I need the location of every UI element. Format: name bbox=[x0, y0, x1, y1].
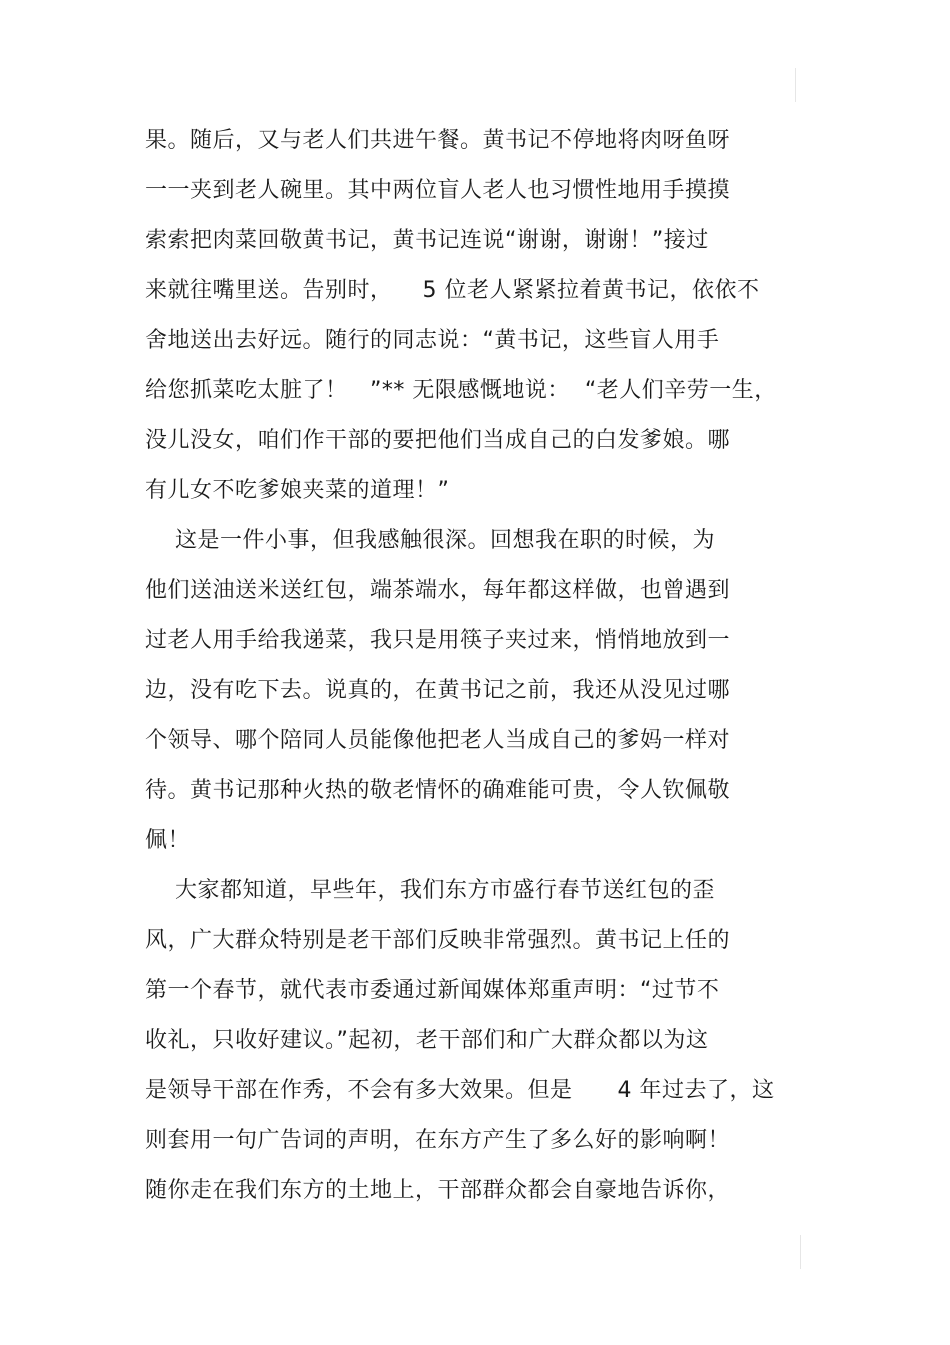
text-line: 佩！ bbox=[145, 828, 191, 853]
text-line: 这是一件小事，但我感触很深。回想我在职的时候，为 bbox=[145, 528, 715, 553]
text-line: 果。随后，又与老人们共进午餐。黄书记不停地将肉呀鱼呀 bbox=[145, 128, 731, 153]
text-line: 一一夹到老人碗里。其中两位盲人老人也习惯性地用手摸摸 bbox=[145, 178, 731, 203]
text-line: 索索把肉菜回敬黄书记，黄书记连说“谢谢，谢谢！”接过 bbox=[145, 228, 709, 253]
text-line: 有儿女不吃爹娘夹菜的道理！” bbox=[145, 478, 450, 503]
text-line: 是领导干部在作秀，不会有多大效果。但是 4 年过去了，这 bbox=[145, 1078, 775, 1103]
text-line: 则套用一句广告词的声明，在东方产生了多么好的影响啊！ bbox=[145, 1128, 731, 1153]
text-line: 待。黄书记那种火热的敬老情怀的确难能可贵，令人钦佩敬 bbox=[145, 778, 731, 803]
text-line: 来就往嘴里送。告别时， 5 位老人紧紧拉着黄书记，依依不 bbox=[145, 278, 760, 303]
text-line: 风，广大群众特别是老干部们反映非常强烈。黄书记上任的 bbox=[145, 928, 731, 953]
text-line: 舍地送出去好远。随行的同志说：“黄书记，这些盲人用手 bbox=[145, 328, 720, 353]
text-line: 随你走在我们东方的土地上，干部群众都会自豪地告诉你， bbox=[145, 1178, 731, 1203]
text-line: 第一个春节，就代表市委通过新闻媒体郑重声明：“过节不 bbox=[145, 978, 720, 1003]
page-edge-mark-bottom bbox=[800, 1235, 801, 1269]
text-line: 给您抓菜吃太脏了！ ”** 无限感慨地说： “老人们辛劳一生， bbox=[145, 378, 777, 403]
text-line: 过老人用手给我递菜，我只是用筷子夹过来，悄悄地放到一 bbox=[145, 628, 731, 653]
text-line: 个领导、哪个陪同人员能像他把老人当成自己的爹妈一样对 bbox=[145, 728, 731, 753]
text-line: 收礼，只收好建议。”起初，老干部们和广大群众都以为这 bbox=[145, 1028, 709, 1053]
text-line: 他们送油送米送红包，端茶端水，每年都这样做，也曾遇到 bbox=[145, 578, 731, 603]
page-edge-mark-top bbox=[795, 68, 796, 102]
text-line: 没儿没女，咱们作干部的要把他们当成自己的白发爹娘。哪 bbox=[145, 428, 731, 453]
text-line: 边，没有吃下去。说真的，在黄书记之前，我还从没见过哪 bbox=[145, 678, 731, 703]
text-line: 大家都知道，早些年，我们东方市盛行春节送红包的歪 bbox=[145, 878, 715, 903]
